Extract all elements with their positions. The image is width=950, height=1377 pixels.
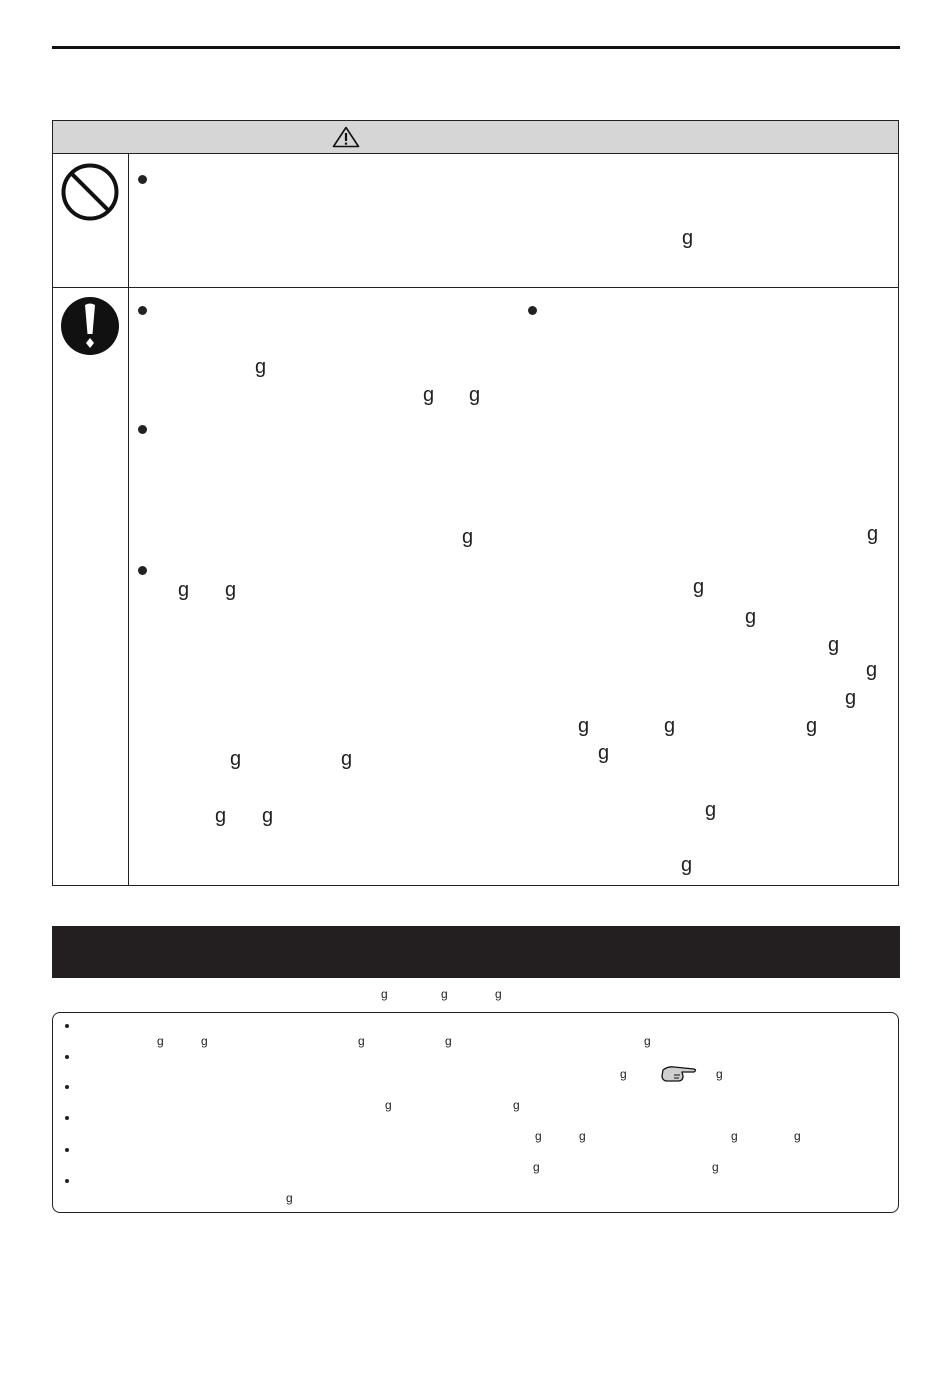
bullet [138,425,147,434]
note-text-fragment: g [513,1098,520,1112]
text-fragment: g [262,805,274,827]
note-bullet [65,1085,69,1089]
text-fragment: g [745,606,757,628]
notes-box [52,1012,899,1213]
top-rule [52,46,900,49]
note-text-fragment: g [731,1129,738,1143]
bullet [138,175,147,184]
text-fragment: g [866,659,878,681]
note-text-fragment: g [712,1160,719,1174]
note-text-fragment: g [385,1098,392,1112]
text-fragment: g [178,579,190,601]
text-fragment: g [705,799,717,821]
note-text-fragment: g [620,1067,627,1081]
intro-text-fragment: g [495,987,502,1001]
text-fragment: g [845,687,857,709]
note-text-fragment: g [535,1129,542,1143]
warning-triangle-icon [332,126,360,148]
note-text-fragment: g [286,1191,293,1205]
text-fragment: g [423,384,435,406]
warning-row-mandatory [53,288,898,885]
intro-text-fragment: g [441,987,448,1001]
warning-header [53,121,898,154]
warning-table [52,120,899,886]
note-text-fragment: g [157,1034,164,1048]
prohibition-icon-cell [53,154,129,287]
note-bullet [65,1179,69,1183]
note-text-fragment: g [358,1034,365,1048]
text-fragment: g [225,579,237,601]
note-text-fragment: g [644,1034,651,1048]
note-text-fragment: g [716,1067,723,1081]
text-fragment: g [462,526,474,548]
note-bullet [65,1055,69,1059]
section-heading-bar [52,926,900,978]
pointing-hand-icon [660,1064,698,1084]
note-bullet [65,1024,69,1028]
text-fragment: g [828,634,840,656]
text-fragment: g [867,523,879,545]
text-fragment: g [469,384,481,406]
bullet [138,566,147,575]
text-fragment: g [664,715,676,737]
intro-text-fragment: g [381,987,388,1001]
note-bullet [65,1116,69,1120]
text-fragment: g [230,748,242,770]
text-fragment: g [215,805,227,827]
bullet [528,306,537,315]
note-text-fragment: g [794,1129,801,1143]
text-fragment: g [598,742,610,764]
bullet [138,306,147,315]
prohibition-icon [60,162,120,222]
warning-row-prohibited [53,154,898,288]
text-fragment: g [682,227,694,249]
text-fragment: g [681,854,693,876]
text-fragment: g [578,715,590,737]
mandatory-action-icon [60,296,120,356]
text-fragment: g [341,748,353,770]
note-text-fragment: g [579,1129,586,1143]
note-text-fragment: g [533,1160,540,1174]
text-fragment: g [693,576,705,598]
note-text-fragment: g [445,1034,452,1048]
mandatory-icon-cell [53,288,129,885]
note-text-fragment: g [201,1034,208,1048]
note-bullet [65,1148,69,1152]
text-fragment: g [806,715,818,737]
text-fragment: g [255,356,267,378]
